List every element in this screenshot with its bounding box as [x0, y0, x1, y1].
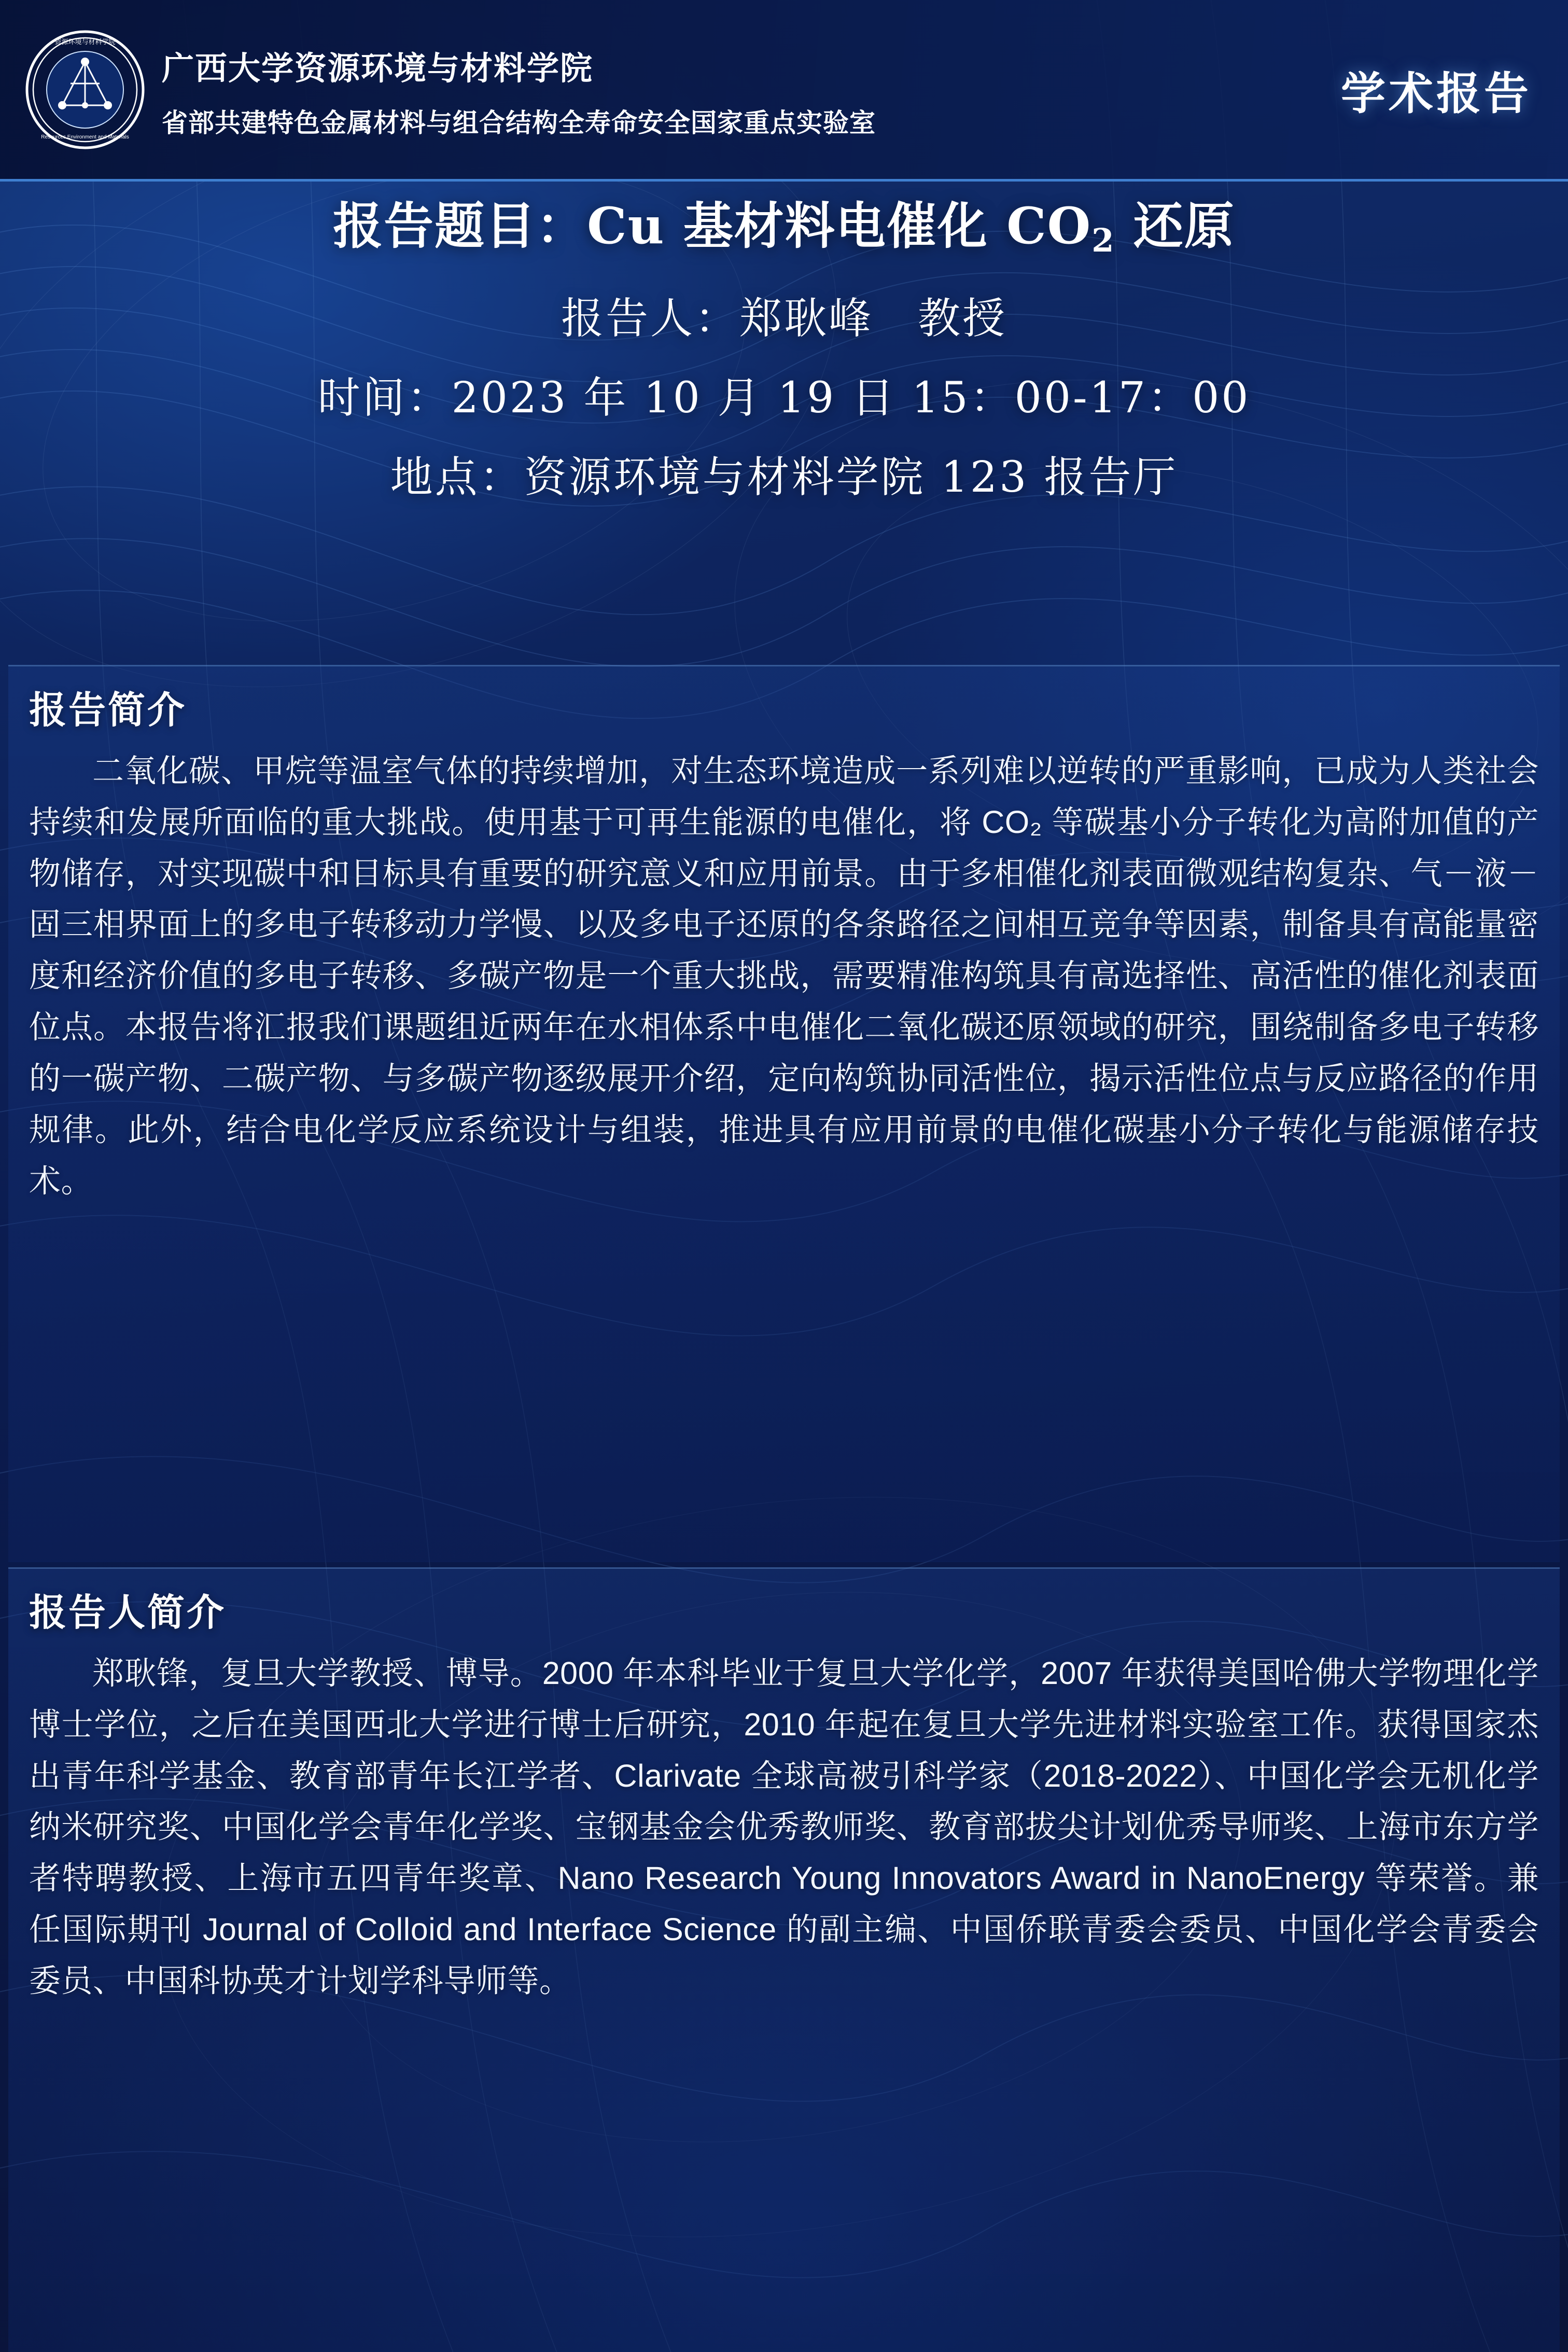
svg-text:资源环境与材料学院: 资源环境与材料学院 — [54, 37, 116, 46]
bio-section — [8, 1567, 1560, 2352]
poster-badge: 学术报告 — [1341, 68, 1532, 119]
college-name: 广西大学资源环境与材料学院 — [162, 51, 594, 87]
bio-heading: 报告人简介 — [29, 1592, 227, 1634]
abstract-heading: 报告简介 — [29, 690, 187, 731]
venue-line: 地点：资源环境与材料学院 123 报告厅 — [390, 453, 1178, 502]
bio-body: 郑耿锋，复旦大学教授、博导。2000 年本科毕业于复旦大学化学，2007 年获得美国哈佛大学物理化学博士学位，之后在美国西北大学进行博士后研究，2010 年起在复旦大学先进材料实验室工作。获得国家杰出青年科学基金、教育部青年长江学者、Clarivate 全球高被引科学家（2018-2022）、中国化学会无机化学纳米研究奖、中国化学会青年化学奖、宝钢基金会优秀教师奖、教育部拔尖计划优秀导师奖、上海市东方学者特聘教授、上海市五四青年奖章、Nano Research Young Innovators Award in NanoEnergy 等荣誉。兼任国际期刊 Journal of Colloid and Interface Science 的副主编、中国侨联青委会委员、中国化学会青委会委员、中国科协英才计划学科导师等。 — [29, 1655, 1539, 1998]
speaker-line: 报告人：郑耿峰 教授 — [561, 294, 1007, 343]
talk-title-suffix: 还原 — [1115, 197, 1235, 255]
title-block — [0, 187, 1568, 523]
header-title-group — [162, 39, 1341, 140]
svg-text:Resources Environment and Mate: Resources Environment and Materials — [41, 134, 129, 140]
talk-title-prefix: 报告题目：Cu 基材料电催化 CO — [333, 197, 1092, 255]
poster-header — [0, 0, 1568, 182]
abstract-section — [8, 665, 1560, 1562]
lab-name: 省部共建特色金属材料与组合结构全寿命安全国家重点实验室 — [162, 108, 876, 137]
abstract-body: 二氧化碳、甲烷等温室气体的持续增加，对生态环境造成一系列难以逆转的严重影响，已成为人类社会持续和发展所面临的重大挑战。使用基于可再生能源的电催化，将 CO₂ 等碳基小分子转化为高附加值的产物储存，对实现碳中和目标具有重要的研究意义和应用前景。由于多相催化剂表面微观结构复杂、气－液－固三相界面上的多电子转移动力学慢、以及多电子还原的各条路径之间相互竞争等因素，制备具有高能量密度和经济价值的多电子转移、多碳产物是一个重大挑战，需要精准构筑具有高选择性、高活性的催化剂表面位点。本报告将汇报我们课题组近两年在水相体系中电催化二氧化碳还原领域的研究，围绕制备多电子转移的一碳产物、二碳产物、与多碳产物逐级展开介绍，定向构筑协同活性位，揭示活性位点与反应路径的作用规律。此外，结合电化学反应系统设计与组装，推进具有应用前景的电催化碳基小分子转化与能源储存技术。 — [29, 753, 1539, 1199]
talk-title-subscript: 2 — [1091, 221, 1115, 259]
talk-title — [31, 187, 1537, 258]
time-line: 时间：2023 年 10 月 19 日 15：00-17：00 — [317, 373, 1251, 423]
university-emblem-icon — [25, 30, 145, 150]
